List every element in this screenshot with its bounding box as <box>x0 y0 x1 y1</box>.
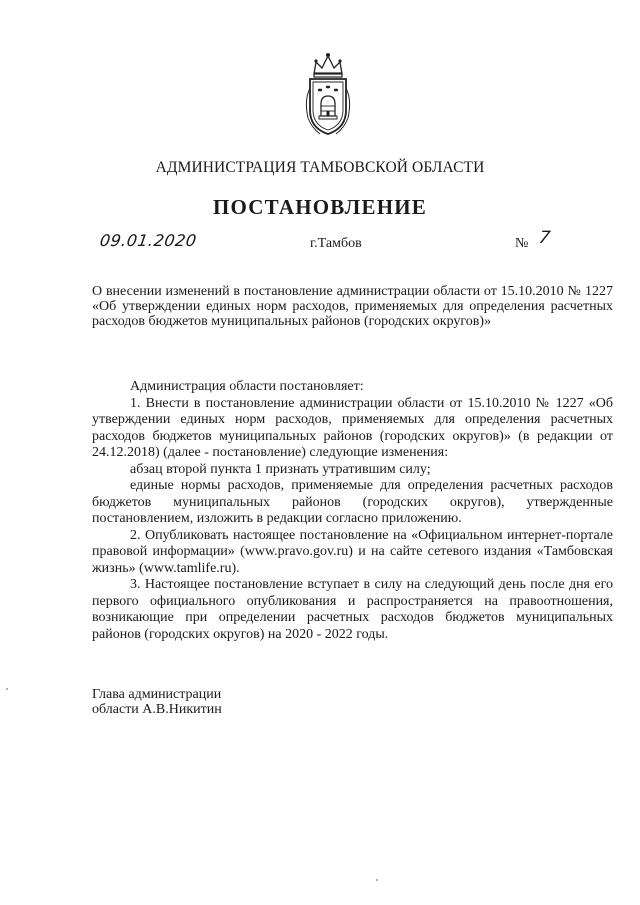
tambov-coat-of-arms-icon <box>302 48 354 140</box>
scan-speck <box>6 688 8 690</box>
signature-name: области А.В.Никитин <box>92 702 222 717</box>
document-city: г.Тамбов <box>310 236 362 251</box>
document-date: 09.01.2020 <box>98 231 198 250</box>
signature-block <box>92 687 222 717</box>
paragraph-3: 3. Настоящее постановление вступает в силу на следующий день после дня его первого официального опубликования и распространяется на правоотношения, возникающие при определении расчетных расходов бюджетов муниципальных районов (городских округов) на 2020 - 2022 годы. <box>92 577 613 642</box>
paragraph-1-item-2: единые нормы расходов, применяемые для определения расчетных расходов бюджетов муниципальных районов (городских округов), утвержденные постановлением, изложить в редакции согласно приложению. <box>92 478 613 526</box>
paragraph-2: 2. Опубликовать настоящее постановление на «Официальном интернет-портале правовой информации» (www.pravo.gov.ru) и на сайте сетевого издания «Тамбовская жизнь» (www.tamlife.ru). <box>92 527 613 576</box>
paragraph-1-item-1: абзац второй пункта 1 признать утратившим силу; <box>130 461 431 477</box>
document-number: 7 <box>537 228 552 248</box>
document-subject: О внесении изменений в постановление администрации области от 15.10.2010 № 1227 «Об утверждении единых норм расходов, применяемых для определения расчетных расходов бюджетов муниципальных районов (городских округов)» <box>92 284 613 329</box>
signature-title: Глава администрации <box>92 687 222 702</box>
document-body <box>92 379 613 643</box>
number-sign: № <box>515 236 529 251</box>
document-type-title: ПОСТАНОВЛЕНИЕ <box>212 195 428 219</box>
paragraph-1: 1. Внести в постановление администрации области от 15.10.2010 № 1227 «Об утверждении единых норм расходов, применяемых для определения расчетных расходов бюджетов муниципальных районов (городских округов)» (в редакции от 24.12.2018) (далее - постановление) следующие изменения: <box>92 395 613 460</box>
organization-name: АДМИНИСТРАЦИЯ ТАМБОВСКОЙ ОБЛАСТИ <box>155 159 485 176</box>
scan-speck <box>376 879 378 881</box>
preamble: Администрация области постановляет: <box>130 379 364 394</box>
